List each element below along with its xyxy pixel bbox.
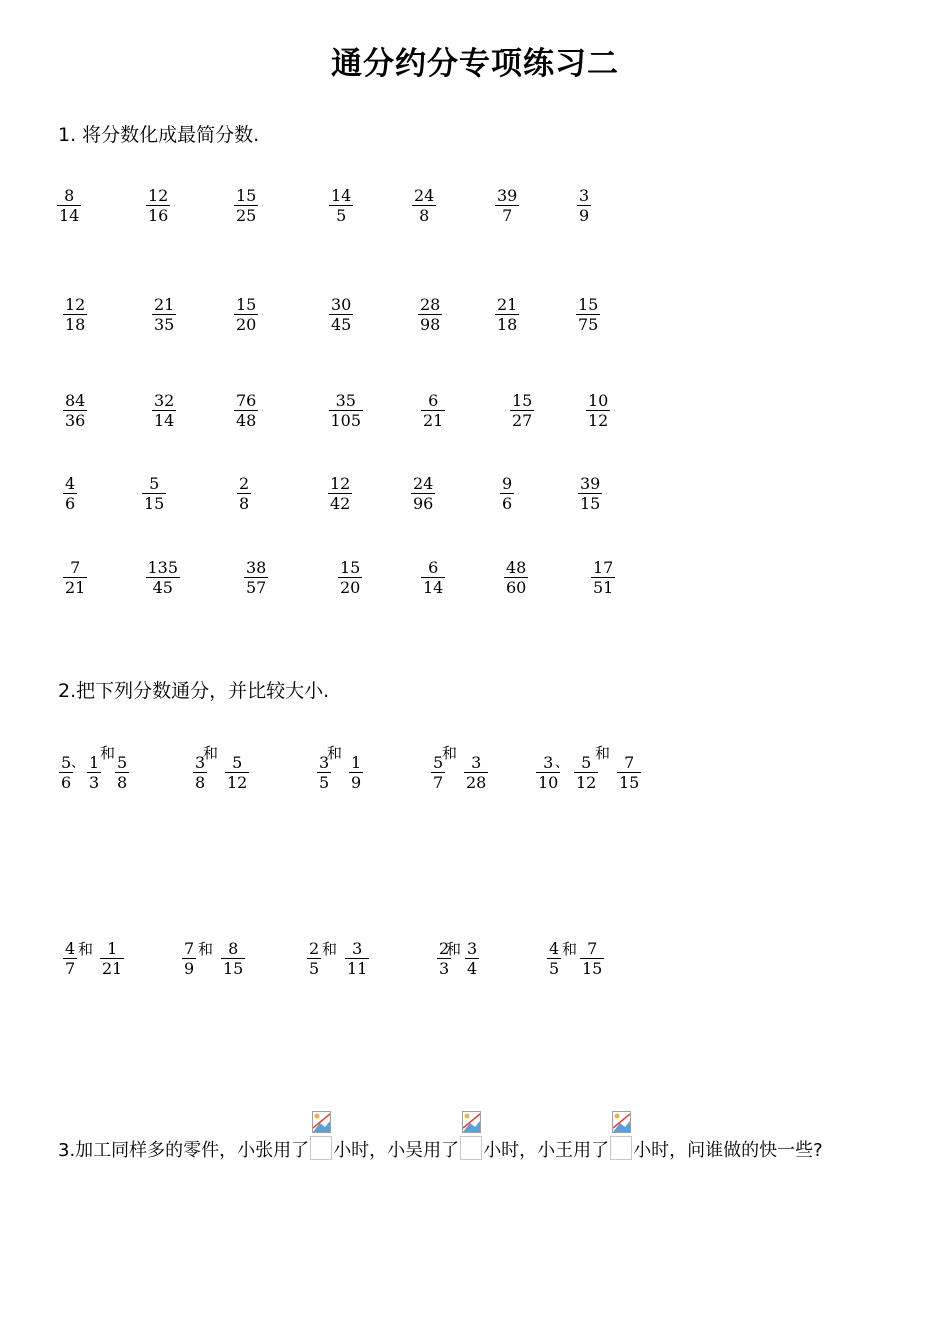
fraction-2-2-1-1 <box>63 939 77 978</box>
denominator: 11 <box>347 959 368 978</box>
numerator: 5 <box>61 753 72 772</box>
denominator: 21 <box>102 959 123 978</box>
denominator: 4 <box>467 959 478 978</box>
denominator: 12 <box>576 773 597 792</box>
fraction-1-4-3 <box>237 474 251 513</box>
denominator: 18 <box>65 315 86 334</box>
denominator: 7 <box>65 959 76 978</box>
numerator: 21 <box>497 295 518 314</box>
fraction-1-2-2 <box>152 295 176 334</box>
question-3-part-2: 小时，小吴用了 <box>333 1140 460 1161</box>
fraction-2-1-5-3 <box>617 753 641 792</box>
numerator: 5 <box>581 753 592 772</box>
fraction-1-5-2 <box>146 558 181 597</box>
question-3-part-4: 小时，问谁做的快一些? <box>633 1140 823 1161</box>
numerator: 9 <box>502 474 513 493</box>
numerator: 7 <box>624 753 635 772</box>
fraction-1-1-4 <box>329 186 353 225</box>
question-2-heading: 2.把下列分数通分，并比较大小. <box>58 680 330 702</box>
numerator: 3 <box>195 753 206 772</box>
numerator: 38 <box>246 558 267 577</box>
denominator: 12 <box>227 773 248 792</box>
denominator: 105 <box>330 411 362 430</box>
fraction-1-3-6 <box>510 391 534 430</box>
numerator: 76 <box>236 391 257 410</box>
numerator: 7 <box>587 939 598 958</box>
numerator: 15 <box>512 391 533 410</box>
denominator: 36 <box>65 411 86 430</box>
denominator: 98 <box>420 315 441 334</box>
fraction-1-1-5 <box>412 186 436 225</box>
numerator: 2 <box>439 939 450 958</box>
fraction-2-1-4-2 <box>464 753 488 792</box>
denominator: 51 <box>593 578 614 597</box>
numerator: 3 <box>352 939 363 958</box>
denominator: 25 <box>236 206 257 225</box>
fraction-1-1-7 <box>577 186 591 225</box>
numerator: 8 <box>64 186 75 205</box>
numerator: 14 <box>331 186 352 205</box>
fraction-1-2-5 <box>418 295 442 334</box>
denominator: 9 <box>184 959 195 978</box>
connector-he: 和 <box>100 744 116 762</box>
numerator: 24 <box>413 474 434 493</box>
separator-mark: 、 <box>555 755 569 771</box>
numerator: 6 <box>428 558 439 577</box>
fraction-1-3-3 <box>234 391 258 430</box>
numerator: 12 <box>65 295 86 314</box>
broken-image-icon <box>612 1111 631 1133</box>
fraction-2-2-5-1 <box>547 939 561 978</box>
connector-he: 和 <box>442 744 458 762</box>
numerator: 3 <box>467 939 478 958</box>
denominator: 75 <box>578 315 599 334</box>
denominator: 15 <box>582 959 603 978</box>
fraction-2-2-4-2 <box>465 939 479 978</box>
separator-mark: 、 <box>71 755 85 771</box>
fraction-1-1-6 <box>495 186 519 225</box>
numerator: 32 <box>154 391 175 410</box>
numerator: 5 <box>149 474 160 493</box>
denominator: 10 <box>538 773 559 792</box>
fraction-2-2-2-2 <box>221 939 245 978</box>
denominator: 9 <box>351 773 362 792</box>
numerator: 24 <box>414 186 435 205</box>
denominator: 8 <box>239 494 250 513</box>
fraction-1-5-4 <box>338 558 362 597</box>
numerator: 2 <box>309 939 320 958</box>
denominator: 6 <box>61 773 72 792</box>
numerator: 28 <box>420 295 441 314</box>
numerator: 4 <box>65 474 76 493</box>
numerator: 15 <box>236 295 257 314</box>
numerator: 135 <box>147 558 179 577</box>
fraction-2-1-2-2 <box>225 753 249 792</box>
numerator: 1 <box>107 939 118 958</box>
numerator: 12 <box>148 186 169 205</box>
fraction-1-3-4 <box>329 391 364 430</box>
fraction-1-4-5 <box>411 474 435 513</box>
fraction-2-1-3-2 <box>349 753 363 792</box>
denominator: 9 <box>579 206 590 225</box>
fraction-2-2-3-2 <box>345 939 369 978</box>
denominator: 28 <box>466 773 487 792</box>
fraction-1-4-7 <box>578 474 602 513</box>
denominator: 21 <box>423 411 444 430</box>
fraction-1-4-6 <box>500 474 514 513</box>
connector-he: 和 <box>595 744 611 762</box>
numerator: 35 <box>335 391 356 410</box>
denominator: 7 <box>433 773 444 792</box>
denominator: 18 <box>497 315 518 334</box>
denominator: 5 <box>549 959 560 978</box>
numerator: 15 <box>578 295 599 314</box>
numerator: 1 <box>351 753 362 772</box>
page-title: 通分约分专项练习二 <box>331 46 619 82</box>
denominator: 6 <box>502 494 513 513</box>
fraction-1-4-4 <box>328 474 352 513</box>
fraction-1-1-2 <box>146 186 170 225</box>
numerator: 12 <box>330 474 351 493</box>
numerator: 84 <box>65 391 86 410</box>
fraction-1-5-3 <box>244 558 268 597</box>
denominator: 7 <box>502 206 513 225</box>
numerator: 15 <box>236 186 257 205</box>
denominator: 5 <box>336 206 347 225</box>
denominator: 60 <box>506 578 527 597</box>
numerator: 2 <box>239 474 250 493</box>
denominator: 12 <box>588 411 609 430</box>
broken-image-icon <box>462 1111 481 1133</box>
denominator: 8 <box>419 206 430 225</box>
numerator: 6 <box>428 391 439 410</box>
question-3-part-3: 小时，小王用了 <box>483 1140 610 1161</box>
denominator: 3 <box>89 773 100 792</box>
fraction-1-3-1 <box>63 391 87 430</box>
numerator: 5 <box>117 753 128 772</box>
denominator: 8 <box>195 773 206 792</box>
numerator: 3 <box>471 753 482 772</box>
fraction-1-2-3 <box>234 295 258 334</box>
numerator: 7 <box>70 558 81 577</box>
fraction-2-2-2-1 <box>182 939 196 978</box>
denominator: 48 <box>236 411 257 430</box>
fraction-1-3-5 <box>421 391 445 430</box>
connector-he: 和 <box>322 940 338 958</box>
fraction-1-3-2 <box>152 391 176 430</box>
numerator: 48 <box>506 558 527 577</box>
fraction-1-4-1 <box>63 474 77 513</box>
fraction-1-5-5 <box>421 558 445 597</box>
denominator: 45 <box>152 578 173 597</box>
fraction-1-2-6 <box>495 295 519 334</box>
fraction-2-2-5-2 <box>580 939 604 978</box>
question-3-part-1: 3.加工同样多的零件，小张用了 <box>58 1140 310 1161</box>
denominator: 45 <box>331 315 352 334</box>
denominator: 14 <box>423 578 444 597</box>
denominator: 27 <box>512 411 533 430</box>
numerator: 30 <box>331 295 352 314</box>
numerator: 3 <box>579 186 590 205</box>
numerator: 4 <box>65 939 76 958</box>
fraction-1-4-2 <box>142 474 166 513</box>
denominator: 15 <box>223 959 244 978</box>
fraction-2-2-1-2 <box>100 939 124 978</box>
fraction-1-3-7 <box>586 391 610 430</box>
fraction-2-1-1-3 <box>115 753 129 792</box>
denominator: 8 <box>117 773 128 792</box>
connector-he: 和 <box>203 744 219 762</box>
broken-image-placeholder-1 <box>310 1136 332 1160</box>
connector-he: 和 <box>198 940 214 958</box>
denominator: 5 <box>309 959 320 978</box>
fraction-1-2-7 <box>576 295 600 334</box>
denominator: 21 <box>65 578 86 597</box>
fraction-1-5-6 <box>504 558 528 597</box>
denominator: 20 <box>340 578 361 597</box>
denominator: 96 <box>413 494 434 513</box>
connector-he: 和 <box>327 744 343 762</box>
numerator: 5 <box>433 753 444 772</box>
denominator: 14 <box>154 411 175 430</box>
denominator: 20 <box>236 315 257 334</box>
denominator: 15 <box>619 773 640 792</box>
question-3-text <box>58 1136 823 1162</box>
denominator: 14 <box>59 206 80 225</box>
connector-he: 和 <box>78 940 94 958</box>
denominator: 42 <box>330 494 351 513</box>
denominator: 57 <box>246 578 267 597</box>
numerator: 4 <box>549 939 560 958</box>
fraction-1-2-4 <box>329 295 353 334</box>
numerator: 39 <box>497 186 518 205</box>
broken-image-placeholder-3 <box>610 1136 632 1160</box>
numerator: 1 <box>89 753 100 772</box>
numerator: 8 <box>228 939 239 958</box>
denominator: 3 <box>439 959 450 978</box>
numerator: 3 <box>319 753 330 772</box>
fraction-1-5-1 <box>63 558 87 597</box>
numerator: 17 <box>593 558 614 577</box>
connector-he: 和 <box>446 940 462 958</box>
denominator: 16 <box>148 206 169 225</box>
broken-image-placeholder-2 <box>460 1136 482 1160</box>
question-1-heading: 1. 将分数化成最简分数. <box>58 124 260 146</box>
numerator: 10 <box>588 391 609 410</box>
numerator: 39 <box>580 474 601 493</box>
fraction-1-5-7 <box>591 558 615 597</box>
denominator: 15 <box>580 494 601 513</box>
fraction-1-1-3 <box>234 186 258 225</box>
numerator: 15 <box>340 558 361 577</box>
numerator: 3 <box>543 753 554 772</box>
denominator: 35 <box>154 315 175 334</box>
denominator: 6 <box>65 494 76 513</box>
connector-he: 和 <box>562 940 578 958</box>
numerator: 21 <box>154 295 175 314</box>
fraction-1-1-1 <box>57 186 81 225</box>
fraction-1-2-1 <box>63 295 87 334</box>
fraction-2-2-3-1 <box>307 939 321 978</box>
denominator: 15 <box>144 494 165 513</box>
numerator: 7 <box>184 939 195 958</box>
broken-image-icon <box>312 1111 331 1133</box>
numerator: 5 <box>232 753 243 772</box>
denominator: 5 <box>319 773 330 792</box>
